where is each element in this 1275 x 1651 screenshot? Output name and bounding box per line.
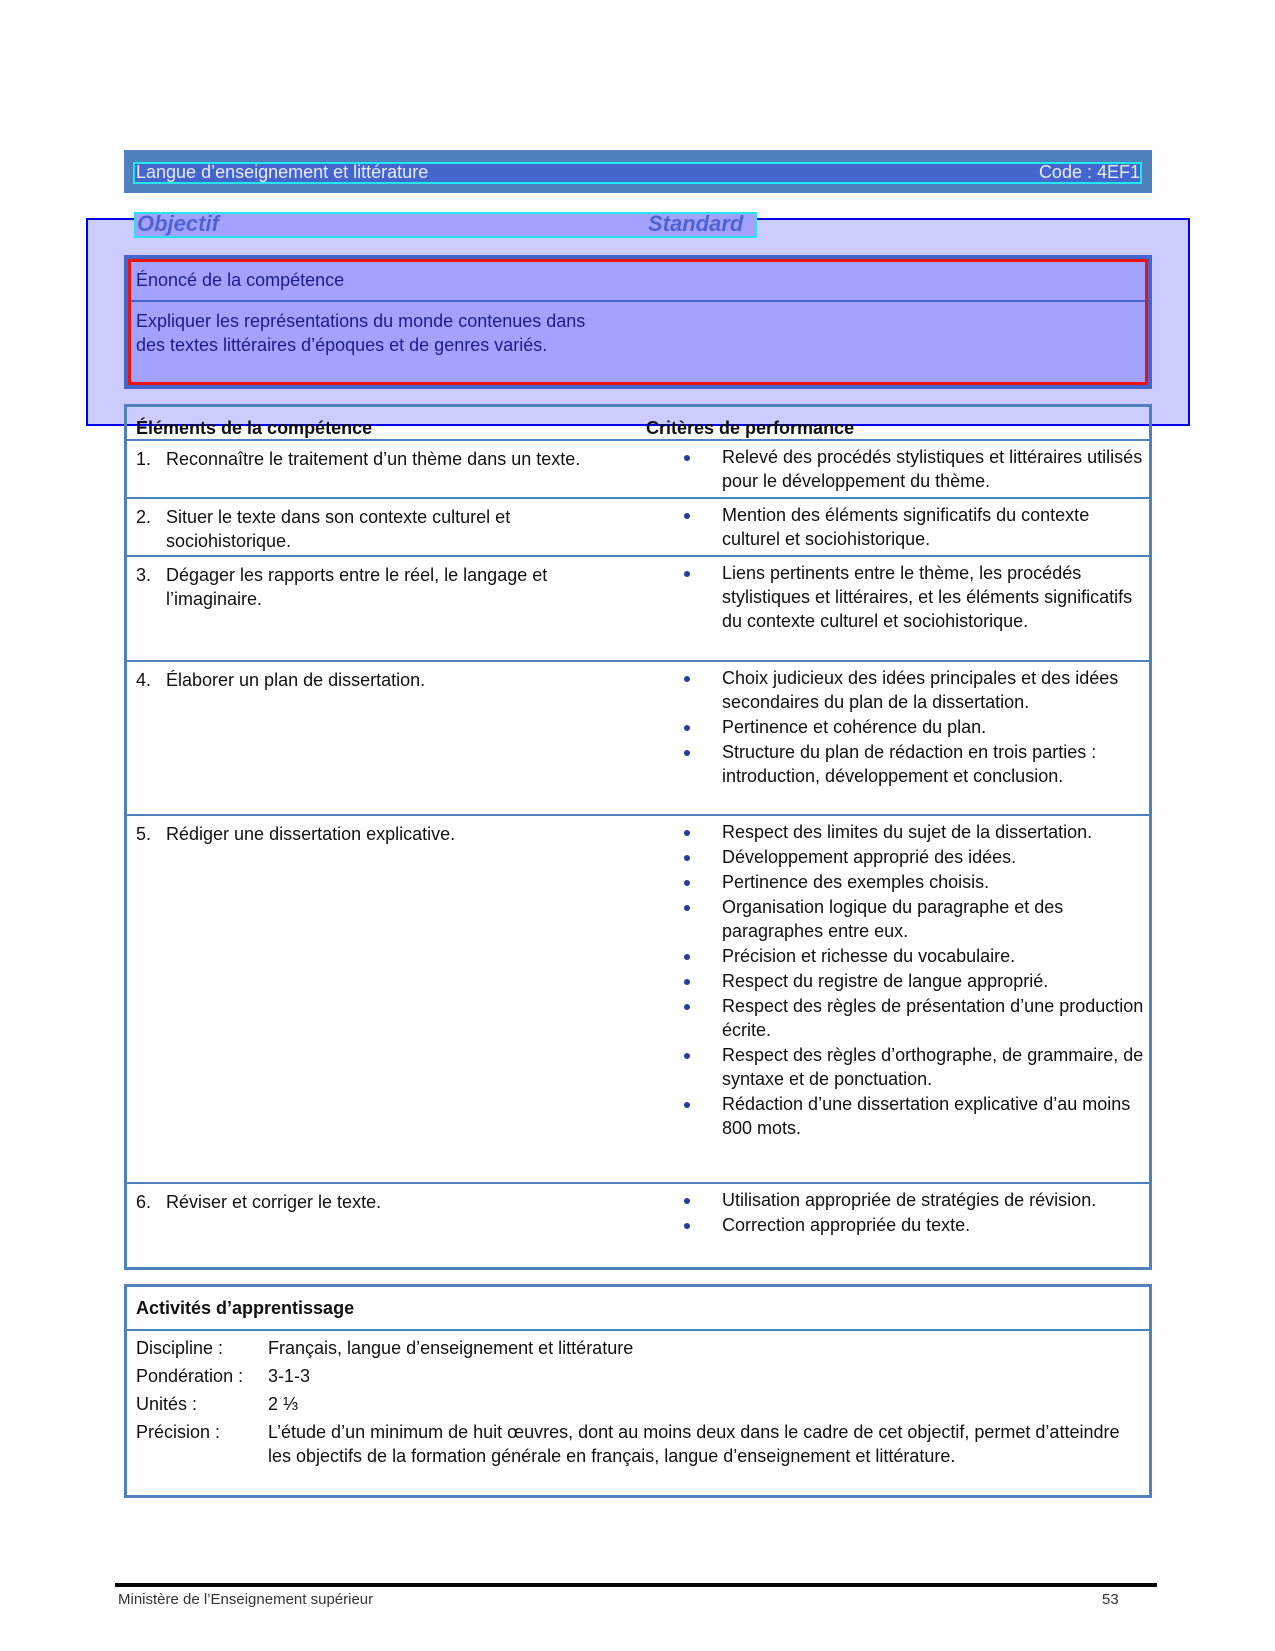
bullet-icon bbox=[684, 725, 690, 731]
criterion-item: Rédaction d’une dissertation explicative d’au moins 800 mots. bbox=[684, 1092, 1144, 1140]
criterion-item: Précision et richesse du vocabulaire. bbox=[684, 944, 1144, 968]
criteria-list bbox=[684, 561, 1144, 634]
precision-label: Précision : bbox=[136, 1422, 221, 1442]
criteria-list bbox=[684, 1188, 1144, 1238]
program-title: Langue d’enseignement et littérature bbox=[136, 162, 429, 182]
row-divider bbox=[127, 555, 1149, 557]
row-divider bbox=[127, 439, 1149, 441]
bullet-icon bbox=[684, 1004, 690, 1010]
bullet-icon bbox=[684, 455, 690, 461]
element-number: 4. bbox=[136, 670, 152, 690]
criteria-header: Critères de performance bbox=[646, 418, 855, 438]
criteria-list bbox=[684, 503, 1144, 552]
row-divider bbox=[127, 1182, 1149, 1184]
bullet-icon bbox=[684, 513, 690, 519]
table-row-element bbox=[136, 505, 626, 553]
program-code: Code : 4EF1 bbox=[1038, 162, 1140, 182]
activities-title: Activités d’apprentissage bbox=[136, 1298, 355, 1318]
ponderation-row bbox=[136, 1364, 1138, 1388]
unites-value: 2 ⅓ bbox=[268, 1394, 299, 1414]
bullet-icon bbox=[684, 954, 690, 960]
element-text: Dégager les rapports entre le réel, le langage et l’imaginaire. bbox=[166, 565, 548, 609]
table-row-element bbox=[136, 668, 626, 692]
table-row-element bbox=[136, 563, 626, 611]
footer-rule bbox=[115, 1583, 1157, 1587]
unites-row bbox=[136, 1392, 1138, 1416]
table-row-element bbox=[136, 1190, 626, 1214]
table-row-element bbox=[136, 447, 626, 471]
row-divider bbox=[127, 814, 1149, 816]
element-text: Situer le texte dans son contexte culturel et sociohistorique. bbox=[166, 507, 511, 551]
bullet-icon bbox=[684, 750, 690, 756]
elements-header: Éléments de la compétence bbox=[136, 418, 373, 438]
element-text: Reconnaître le traitement d’un thème dans un texte. bbox=[166, 449, 581, 469]
enonce-title: Énoncé de la compétence bbox=[136, 270, 345, 290]
criterion-item: Respect du registre de langue approprié. bbox=[684, 969, 1144, 993]
enonce-text: Expliquer les représentations du monde contenues dans des textes littéraires d’époques et de genres variés. bbox=[136, 311, 586, 355]
bullet-icon bbox=[684, 571, 690, 577]
element-text: Élaborer un plan de dissertation. bbox=[166, 670, 426, 690]
element-text: Rédiger une dissertation explicative. bbox=[166, 824, 456, 844]
bullet-icon bbox=[684, 880, 690, 886]
criterion-item: Organisation logique du paragraphe et des paragraphes entre eux. bbox=[684, 895, 1144, 943]
bullet-icon bbox=[684, 830, 690, 836]
criteria-list bbox=[684, 820, 1144, 1141]
objectif-label: Objectif bbox=[137, 211, 219, 236]
ponderation-label: Pondération : bbox=[136, 1366, 244, 1386]
unites-label: Unités : bbox=[136, 1394, 198, 1414]
discipline-row bbox=[136, 1336, 1138, 1360]
criterion-item: Respect des limites du sujet de la dissertation. bbox=[684, 820, 1144, 844]
element-text: Réviser et corriger le texte. bbox=[166, 1192, 382, 1212]
row-divider bbox=[127, 660, 1149, 662]
criterion-item: Développement approprié des idées. bbox=[684, 845, 1144, 869]
criterion-item: Choix judicieux des idées principales et des idées secondaires du plan de la dissertation. bbox=[684, 666, 1144, 714]
bullet-icon bbox=[684, 1102, 690, 1108]
criterion-item: Pertinence et cohérence du plan. bbox=[684, 715, 1144, 739]
bullet-icon bbox=[684, 1053, 690, 1059]
enonce-divider bbox=[131, 300, 1145, 302]
criterion-item: Relevé des procédés stylistiques et littéraires utilisés pour le développement du thème. bbox=[684, 445, 1144, 493]
footer-ministry: Ministère de l’Enseignement supérieur bbox=[118, 1591, 374, 1608]
criterion-item: Utilisation appropriée de stratégies de révision. bbox=[684, 1188, 1144, 1212]
bullet-icon bbox=[684, 676, 690, 682]
criterion-item: Mention des éléments significatifs du contexte culturel et sociohistorique. bbox=[684, 503, 1144, 551]
bullet-icon bbox=[684, 979, 690, 985]
precision-row bbox=[136, 1420, 1138, 1468]
criterion-item: Correction appropriée du texte. bbox=[684, 1213, 1144, 1237]
activities-divider bbox=[127, 1329, 1149, 1331]
standard-label: Standard bbox=[648, 211, 744, 236]
criterion-item: Liens pertinents entre le thème, les procédés stylistiques et littéraires, et les éléments significatifs du contexte culturel et sociohistorique. bbox=[684, 561, 1144, 633]
criteria-list bbox=[684, 666, 1144, 789]
bullet-icon bbox=[684, 1223, 690, 1229]
criterion-item: Pertinence des exemples choisis. bbox=[684, 870, 1144, 894]
discipline-label: Discipline : bbox=[136, 1338, 224, 1358]
criterion-item: Respect des règles de présentation d’une production écrite. bbox=[684, 994, 1144, 1042]
ponderation-value: 3-1-3 bbox=[268, 1366, 311, 1386]
element-number: 3. bbox=[136, 565, 152, 585]
bullet-icon bbox=[684, 905, 690, 911]
criterion-item: Respect des règles d’orthographe, de grammaire, de syntaxe et de ponctuation. bbox=[684, 1043, 1144, 1091]
row-divider bbox=[127, 497, 1149, 499]
bullet-icon bbox=[684, 1198, 690, 1204]
table-row-element bbox=[136, 822, 626, 846]
criteria-list bbox=[684, 445, 1144, 494]
page-number: 53 bbox=[1102, 1591, 1119, 1608]
discipline-value: Français, langue d’enseignement et littérature bbox=[268, 1338, 634, 1358]
precision-value: L’étude d’un minimum de huit œuvres, dont au moins deux dans le cadre de cet objectif, permet d’atteindre les objectifs de la formation générale en français, langue d’enseignement et littérature. bbox=[268, 1422, 1120, 1466]
bullet-icon bbox=[684, 855, 690, 861]
criterion-item: Structure du plan de rédaction en trois parties : introduction, développement et conclusion. bbox=[684, 740, 1144, 788]
element-number: 6. bbox=[136, 1192, 152, 1212]
element-number: 1. bbox=[136, 449, 152, 469]
element-number: 2. bbox=[136, 507, 152, 527]
element-number: 5. bbox=[136, 824, 152, 844]
